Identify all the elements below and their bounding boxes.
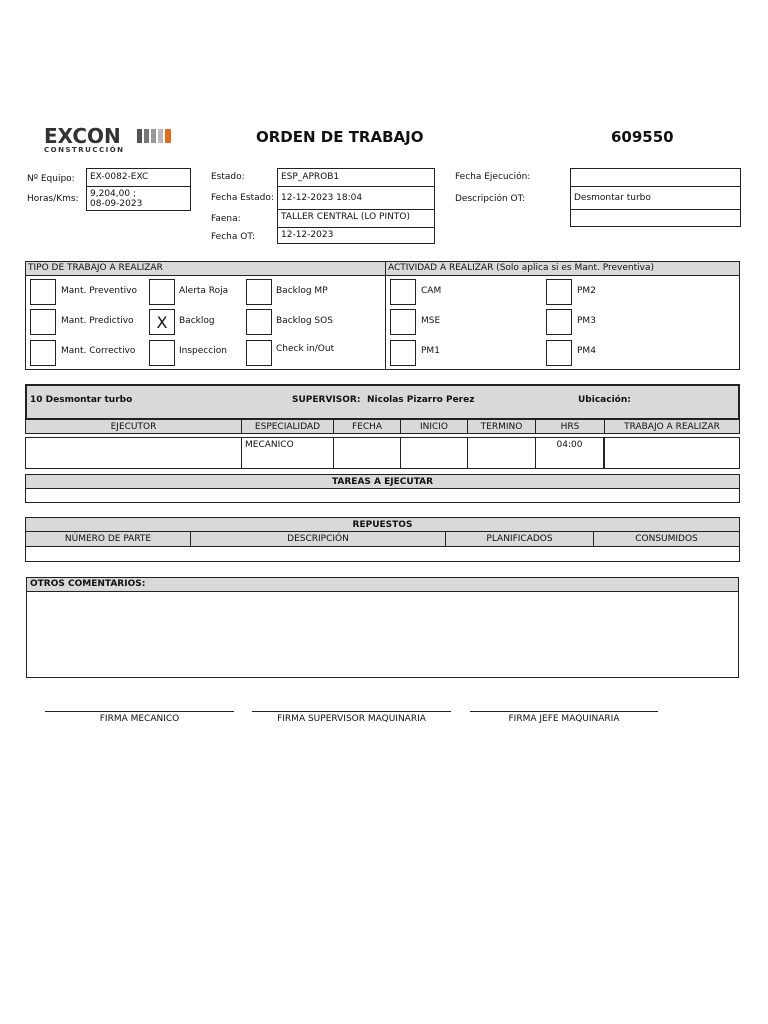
checkbox-inspeccion[interactable] [149, 340, 175, 366]
checkbox-cam[interactable] [390, 279, 416, 305]
checkbox-mant-predictivo[interactable] [30, 309, 56, 335]
faena-value: TALLER CENTRAL (LO PINTO) [281, 212, 410, 222]
checkbox-backlog[interactable] [149, 309, 175, 335]
col-especialidad: ESPECIALIDAD [241, 419, 334, 434]
signature-label-supervisor: FIRMA SUPERVISOR MAQUINARIA [277, 714, 426, 724]
col-fecha: FECHA [333, 419, 401, 434]
label-backlog-mp: Backlog MP [276, 286, 328, 296]
col-ejecutor: EJECUTOR [25, 419, 242, 434]
label-mant-correctivo: Mant. Correctivo [61, 346, 136, 356]
label-check-in-out: Check in/Out [276, 344, 335, 354]
cell-inicio [400, 437, 468, 469]
col-inicio: INICIO [400, 419, 468, 434]
repuestos-header: REPUESTOS [25, 517, 740, 532]
tareas-body [25, 488, 740, 503]
col-descripcion: DESCRIPCIÓN [190, 531, 446, 547]
descripcion-label: Descripción OT: [455, 194, 526, 204]
descripcion-field [570, 186, 741, 210]
label-pm4: PM4 [577, 346, 596, 356]
signature-label-mecanico: FIRMA MECANICO [99, 714, 180, 724]
cell-trabajo [604, 437, 740, 469]
fecha-estado-label: Fecha Estado: [211, 193, 274, 203]
fecha-estado-value: 12-12-2023 18:04 [281, 193, 363, 203]
fecha-ot-label: Fecha OT: [211, 232, 255, 242]
cell-ejecutor [25, 437, 242, 469]
work-type-header: TIPO DE TRABAJO A REALIZAR [28, 263, 163, 273]
horas-value-1: 9,204,00 ; [90, 189, 136, 199]
label-backlog: Backlog [179, 316, 215, 326]
fecha-ot-value: 12-12-2023 [281, 230, 334, 240]
order-number: 609550 [611, 128, 674, 146]
horas-value-2: 08-09-2023 [90, 199, 143, 209]
checkbox-pm1[interactable] [390, 340, 416, 366]
cell-hrs [535, 437, 605, 469]
checkbox-pm3[interactable] [546, 309, 572, 335]
ubicacion-label: Ubicación: [578, 395, 631, 405]
equipo-label: Nº Equipo: [27, 174, 75, 184]
comments-section [26, 577, 739, 678]
supervisor-label: SUPERVISOR: [292, 395, 361, 405]
col-hrs: HRS [535, 419, 605, 434]
company-logo [44, 126, 179, 154]
fecha-ejecucion-label: Fecha Ejecución: [455, 172, 531, 182]
repuestos-body [25, 546, 740, 562]
col-termino: TERMINO [467, 419, 536, 434]
page-title: ORDEN DE TRABAJO [256, 128, 424, 146]
comments-header: OTROS COMENTARIOS: [30, 579, 146, 589]
cell-especialidad: MECANICO [241, 437, 334, 469]
label-inspeccion: Inspeccion [179, 346, 227, 356]
estado-label: Estado: [211, 172, 245, 182]
section-divider [385, 262, 386, 369]
col-planificados: PLANIFICADOS [445, 531, 594, 547]
label-alerta-roja: Alerta Roja [179, 286, 229, 296]
logo-subtitle: CONSTRUCCIÓN [44, 146, 125, 154]
horas-label: Horas/Kms: [27, 194, 79, 204]
col-trabajo: TRABAJO A REALIZAR [604, 419, 740, 434]
checkbox-alerta-roja[interactable] [149, 279, 175, 305]
col-consumidos: CONSUMIDOS [593, 531, 740, 547]
checkbox-mant-preventivo[interactable] [30, 279, 56, 305]
signature-line-mecanico [45, 711, 234, 712]
equipo-value: EX-0082-EXC [90, 172, 149, 182]
label-pm1: PM1 [421, 346, 440, 356]
tareas-header: TAREAS A EJECUTAR [25, 474, 740, 489]
task-title: 10 Desmontar turbo [30, 395, 133, 405]
cell-fecha [333, 437, 401, 469]
label-backlog-sos: Backlog SOS [276, 316, 333, 326]
fecha-estado-field [277, 186, 435, 210]
col-numero-parte: NÚMERO DE PARTE [25, 531, 191, 547]
signature-line-jefe [470, 711, 658, 712]
label-mant-preventivo: Mant. Preventivo [61, 286, 137, 296]
faena-label: Faena: [211, 214, 241, 224]
label-mse: MSE [421, 316, 441, 326]
checkbox-pm2[interactable] [546, 279, 572, 305]
fecha-ot-field [277, 227, 435, 244]
equipo-field [86, 168, 191, 187]
horas-field [86, 186, 191, 211]
checkbox-backlog-mp[interactable] [246, 279, 272, 305]
label-pm3: PM3 [577, 316, 596, 326]
estado-field [277, 168, 435, 187]
logo-brand: EXCON [44, 124, 121, 148]
estado-value: ESP_APROB1 [281, 172, 340, 182]
label-pm2: PM2 [577, 286, 596, 296]
checkbox-mse[interactable] [390, 309, 416, 335]
checkbox-mant-correctivo[interactable] [30, 340, 56, 366]
signature-label-jefe: FIRMA JEFE MAQUINARIA [508, 714, 620, 724]
hrs-value: 04:00 [556, 440, 583, 450]
checkbox-pm4[interactable] [546, 340, 572, 366]
fecha-ejecucion-field [570, 168, 741, 187]
checkbox-mark: X [156, 312, 168, 332]
signature-line-supervisor [252, 711, 451, 712]
label-mant-predictivo: Mant. Predictivo [61, 316, 134, 326]
activity-header: ACTIVIDAD A REALIZAR (Solo aplica si es Mant. Preventiva) [388, 263, 654, 273]
checkbox-check-in-out[interactable] [246, 340, 272, 366]
checkbox-backlog-sos[interactable] [246, 309, 272, 335]
label-cam: CAM [421, 286, 442, 296]
supervisor-value: Nicolas Pizarro Perez [367, 395, 475, 405]
descripcion-value: Desmontar turbo [574, 193, 651, 203]
descripcion-extra-field [570, 209, 741, 227]
cell-termino [467, 437, 536, 469]
faena-field [277, 209, 435, 228]
